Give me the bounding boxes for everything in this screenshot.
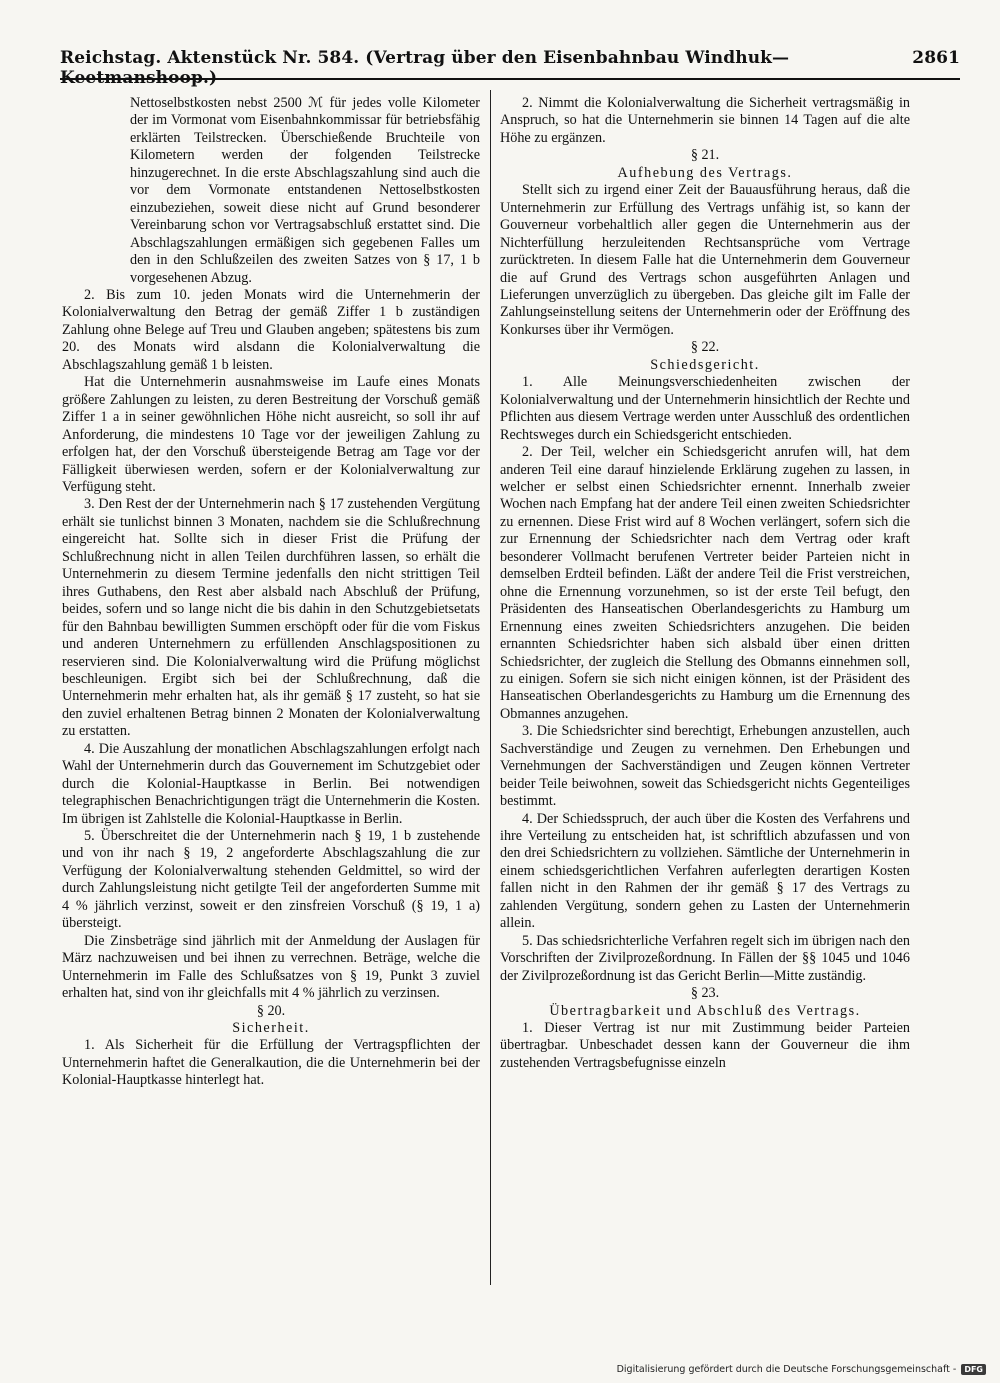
section-title: Aufhebung des Vertrags. xyxy=(617,164,793,181)
paragraph: 4. Die Auszahlung der monatlichen Abschlagszahlungen erfolgt nach Wahl der Unternehmerin durch das Gouvernement im Schutzgebiet oder durch die Kolonial-Hauptkasse in Berlin. Bei notwendigen telegraphischen Benachrichtigungen trägt die Unternehmerin die Kosten. Im übrigen ist Zahlstelle die Kolonial-Hauptkasse in Berlin. xyxy=(62,740,480,827)
paragraph: Die Zinsbeträge sind jährlich mit der Anmeldung der Auslagen für März nachzuweisen und bei ihnen zu verrechnen. Beträge, welche die Unternehmerin im Falle des Schlußsatzes von § 19, Punkt 3 zuviel erhalten hat, sind von ihr gleichfalls mit 4 % jährlich zu verzinsen. xyxy=(62,932,480,1002)
paragraph: 3. Den Rest der der Unternehmerin nach § 17 zustehenden Vergütung erhält sie tunlichst binnen 3 Monaten, nachdem sie die Schlußrechnung eingereicht hat. Sollte sich in dieser Frist die Prüfung der Schlußrechnung nicht in allen Teilen durchführen lassen, so erhält die Unternehmerin zu diesem Termine jedenfalls den nicht strittigen Teil ihres Guthabens, den Rest aber alsbald nach Abschluß der Prüfung, beides, sofern und so lange nicht die bis dahin in den Schutzgebietsetats für den Bahnbau bewilligten Summen erschöpft oder für die vom Fiskus und anderen Unternehmern zu erfüllenden Anschlagspositionen zu reservieren sind. Die Kolonialverwaltung wird die Prüfung möglichst beschleunigen. Ergibt sich bei der Schlußrechnung, daß die Unternehmerin mehr erhalten hat, als ihr gemäß § 17 zusteht, so hat sie den zuviel erhaltenen Betrag binnen 2 Monaten der Kolonialverwaltung zu erstatten. xyxy=(62,496,480,740)
right-column xyxy=(500,95,910,1072)
page-header xyxy=(60,48,960,88)
paragraph: 1. Alle Meinungsverschiedenheiten zwischen der Kolonialverwaltung und der Unternehmerin hinsichtlich der Rechte und Pflichten aus diesem Vertrage werden unter Ausschluß des ordentlichen Rechtsweges durch ein Schiedsgericht entschieden. xyxy=(500,374,910,443)
running-title: Reichstag. Aktenstück Nr. 584. (Vertrag über den Eisenbahnbau Windhuk—Keetmanshoop.) xyxy=(60,48,790,88)
dfg-logo: DFG xyxy=(961,1364,986,1375)
paragraph: 2. Nimmt die Kolonialverwaltung die Sicherheit vertragsmäßig in Anspruch, so hat die Unternehmerin sie binnen 14 Tagen auf die alte Höhe zu ergänzen. xyxy=(500,95,910,146)
paragraph: 2. Der Teil, welcher ein Schiedsgericht anrufen will, hat dem anderen Teil eine darauf hinzielende Erklärung zugehen zu lassen, in welcher er selbst einen Schiedsrichter ernennt. Innerhalb zweier Wochen nach Empfang hat der andere Teil einen zweiten Schiedsrichter zu ernennen. Diese Frist wird auf 8 Wochen verlängert, sofern sich die zur Ernennung der Schiedsrichter nach dem Vertrag oder kraft besonderer Vollmacht berufenen Vertreter beider Parteien nicht in demselben Erdteil befinden. Läßt der andere Teil die Frist verstreichen, ohne die Ernennung vorzunehmen, so ist der erste Teil befugt, den Präsidenten des Hanseatischen Oberlandesgerichts zu Hamburg um Ernennung eines zweiten Schiedsrichters anzugehen. Die beiden ernannten Schiedsrichter haben sich alsbald über einen dritten Schiedsrichter, der zugleich die Stellung des Obmanns einnehmen soll, zu einigen. Sofern sie sich nicht einigen können, ist der Präsident des Hanseatischen Oberlandesgerichts zu Hamburg um die Ernennung des Obmannes anzugehen. xyxy=(500,444,910,722)
paragraph: Stellt sich zu irgend einer Zeit der Bauausführung heraus, daß die Unternehmerin zur Erfüllung des Vertrags unfähig ist, so kann der Gouverneur vorbehaltlich aller gegen die Unternehmerin aus der Nichterfüllung herzuleitenden Rechtsansprüche vom Vertrage zurücktreten. In diesem Falle hat die Unternehmerin dem Gouverneur die auf Grund des Vertrags schon ausgeführten Anlagen und Lieferungen unverzüglich zu übergeben. Das gleiche gilt im Falle der Zahlungseinstellung seitens der Unternehmerin oder der Eröffnung des Konkurses über ihr Vermögen. xyxy=(500,182,910,338)
section-title: Schiedsgericht. xyxy=(650,356,760,373)
paragraph: Nettoselbstkosten nebst 2500 ℳ für jedes volle Kilometer der im Vormonat vom Eisenbahnkommissar für betriebsfähig erklärten Teilstrecken. Überschießende Bruchteile von Kilometern werden der folgenden Teilstrecke hinzugerechnet. In die erste Abschlagszahlung sind auch die vor dem Vormonate entstandenen Nettoselbstkosten einzubeziehen, soweit diese nicht auf Grund besonderer Vereinbarung schon vor Vertragsabschluß erstattet sind. Die Abschlagszahlungen ermäßigen sich gegebenen Falles um den in den Schlußzeilen des zweiten Satzes von § 17, 1 b vorgesehenen Abzug. xyxy=(130,95,480,286)
column-divider xyxy=(490,90,491,1285)
paragraph: 5. Das schiedsrichterliche Verfahren regelt sich im übrigen nach den Vorschriften der Zivilprozeßordnung. In Fällen der §§ 1045 und 1046 der Zivilprozeßordnung ist das Gericht Berlin—Mitte zuständig. xyxy=(500,932,910,984)
section-number: § 22. xyxy=(690,339,720,356)
footer xyxy=(617,1364,986,1375)
footer-text: Digitalisierung gefördert durch die Deutsche Forschungsgemeinschaft - xyxy=(616,1364,957,1375)
page-number: 2861 xyxy=(912,48,960,68)
paragraph: Hat die Unternehmerin ausnahmsweise im Laufe eines Monats größere Zahlungen zu leisten, zu deren Bestreitung der Vorschuß gemäß Ziffer 1 a in seiner gewöhnlichen Höhe nicht ausreicht, so soll ihr auf Anforderung, die mindestens 10 Tage vor der jeweiligen Zahlung zu erfolgen hat, der den Vorschuß übersteigende Betrag am Tage vor der Fälligkeit überwiesen werden, sofern er der Kolonialverwaltung zur Verfügung steht. xyxy=(62,374,480,495)
paragraph: 2. Bis zum 10. jeden Monats wird die Unternehmerin der Kolonialverwaltung den Betrag der gemäß Ziffer 1 b zuständigen Zahlung ohne Belege auf Treu und Glauben angeben; spätestens bis zum 20. des Monats wird alsdann die Kolonialverwaltung die Abschlagszahlung gemäß 1 b leisten. xyxy=(62,286,480,373)
paragraph: 3. Die Schiedsrichter sind berechtigt, Erhebungen anzustellen, auch Sachverständige und Zeugen zu vernehmen. Den Erhebungen und Vernehmungen der Sachverständigen und Zeugen können Vertreter beider Teile beiwohnen, soweit das Schiedsgericht nichts Gegenteiliges bestimmt. xyxy=(500,723,910,810)
section-number: § 23. xyxy=(690,985,720,1002)
paragraph: 4. Der Schiedsspruch, der auch über die Kosten des Verfahrens und ihre Verteilung zu entscheiden hat, ist schriftlich abzufassen und von den drei Schiedsrichtern zu vollziehen. Sämtliche der Unternehmerin in einem schiedsgerichtlichen Verfahren auferlegten derartigen Kosten fallen nicht in den Rahmen der ihr gemäß § 17 des Vertrags zu zahlenden Vergütung, sondern gehen zu Lasten der Unternehmerin allein. xyxy=(500,810,910,932)
paragraph: 1. Als Sicherheit für die Erfüllung der Vertragspflichten der Unternehmerin haftet die Generalkaution, die die Unternehmerin bei der Kolonial-Hauptkasse hinterlegt hat. xyxy=(62,1037,480,1089)
paragraph: 1. Dieser Vertrag ist nur mit Zustimmung beider Parteien übertragbar. Unbeschadet dessen kann der Gouverneur die ihm zustehenden Vertragsbefugnisse einzeln xyxy=(500,1020,910,1071)
paragraph: 5. Überschreitet die der Unternehmerin nach § 19, 1 b zustehende und von ihr nach § 19, 2 angeforderte Abschlagszahlung die zur Verfügung der Kolonialverwaltung stehenden Geldmittel, so wird der durch Zahlungsleistung nicht getilgte Teil der angeforderten Summe mit 4 % jährlich verzinst, soweit er den zinsfreien Vorschuß (§ 19, 1 a) übersteigt. xyxy=(62,828,480,932)
left-column xyxy=(62,95,480,1090)
section-number: § 20. xyxy=(256,1002,286,1019)
section-title: Sicherheit. xyxy=(232,1020,310,1037)
header-rule xyxy=(60,78,960,80)
section-number: § 21. xyxy=(690,147,720,164)
section-title: Übertragbarkeit und Abschluß des Vertrags. xyxy=(549,1002,861,1019)
